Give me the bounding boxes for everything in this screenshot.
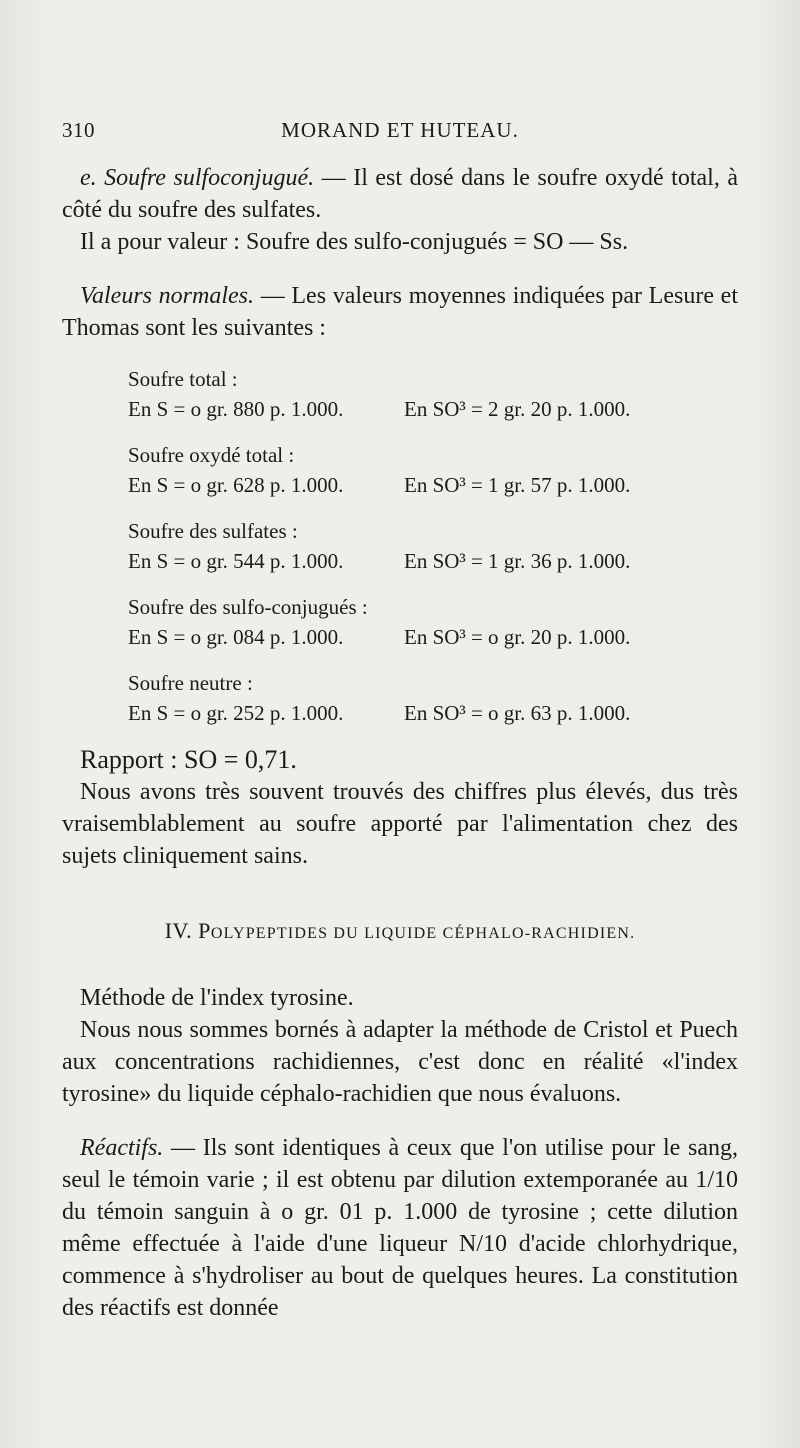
value-row xyxy=(128,698,738,728)
running-head: MORAND ET HUTEAU. xyxy=(281,118,519,142)
value-label: Soufre des sulfates : xyxy=(128,519,298,543)
value-row xyxy=(128,394,738,424)
value-entry xyxy=(128,592,738,652)
value-label: Soufre neutre : xyxy=(128,671,253,695)
value-so3: En SO³ = 1 gr. 57 p. 1.000. xyxy=(404,473,631,497)
section-initial: P xyxy=(198,918,211,943)
value-label: Soufre oxydé total : xyxy=(128,443,295,467)
value-s: En S = o gr. 084 p. 1.000. xyxy=(128,625,344,649)
paragraph-reactifs xyxy=(62,1132,738,1324)
value-s: En S = o gr. 252 p. 1.000. xyxy=(128,701,344,725)
value-s: En S = o gr. 880 p. 1.000. xyxy=(128,397,344,421)
page-header xyxy=(62,118,738,152)
page-body xyxy=(62,162,738,1324)
value-so3: En SO³ = 2 gr. 20 p. 1.000. xyxy=(404,397,631,421)
paragraph-methode: Nous nous sommes bornés à adapter la méthode de Cristol et Puech aux concentrations rachidiennes, c'est donc en réalité «l'index tyrosine» du liquide céphalo-rachidien que nous évaluons. xyxy=(62,1017,738,1107)
value-row xyxy=(128,546,738,576)
paragraph-text: — Les valeurs moyennes indiquées par Lesure et Thomas sont les suivantes : xyxy=(62,283,738,341)
value-entry xyxy=(128,668,738,728)
methode-title: Méthode de l'index tyrosine. xyxy=(80,985,354,1011)
value-so3: En SO³ = 1 gr. 36 p. 1.000. xyxy=(404,549,631,573)
value-label: Soufre total : xyxy=(128,367,238,391)
value-s: En S = o gr. 628 p. 1.000. xyxy=(128,473,344,497)
value-entry xyxy=(128,364,738,424)
section-title: OLYPEPTIDES DU LIQUIDE CÉPHALO-RACHIDIEN. xyxy=(210,925,636,942)
value-entry xyxy=(128,440,738,500)
paragraph-lead: Réactifs. xyxy=(80,1135,164,1161)
value-so3: En SO³ = o gr. 20 p. 1.000. xyxy=(404,625,631,649)
rapport-line: Rapport : SO = 0,71. xyxy=(80,745,297,774)
paragraph-text: — Ils sont identiques à ceux que l'on utilise pour le sang, seul le témoin varie ; il est obtenu par dilution extemporanée au 1/10 du témoin sanguin à o gr. 01 p. 1.000 de tyrosine ; cette dilution même effectuée à l'aide d'une liqueur N/10 d'acide chlorhydrique, commence à s'hydroliser au bout de quelques heures. La constitution des réactifs est donnée xyxy=(62,1135,738,1321)
value-row xyxy=(128,622,738,652)
paragraph-valeurs-normales xyxy=(62,280,738,344)
section-numeral: IV. xyxy=(164,918,193,943)
value-s: En S = o gr. 544 p. 1.000. xyxy=(128,549,344,573)
paragraph-text: — Il est dosé dans le soufre oxydé total, à côté du soufre des sulfates. xyxy=(62,165,739,223)
value-entry xyxy=(128,516,738,576)
value-row xyxy=(128,470,738,500)
values-list xyxy=(62,364,738,728)
value-so3: En SO³ = o gr. 63 p. 1.000. xyxy=(404,701,631,725)
paragraph-soufre-sulfoconjugue xyxy=(62,162,738,226)
value-label: Soufre des sulfo-conjugués : xyxy=(128,595,368,619)
section-heading xyxy=(62,918,738,944)
paragraph-lead: Valeurs normales. xyxy=(80,283,255,309)
page-number: 310 xyxy=(62,118,95,142)
paragraph-valeur: Il a pour valeur : Soufre des sulfo-conjugués = SO — Ss. xyxy=(80,229,629,255)
paragraph-chiffres: Nous avons très souvent trouvés des chiffres plus élevés, dus très vraisemblablement au soufre apporté par l'alimentation chez des sujets cliniquement sains. xyxy=(62,779,738,869)
paragraph-lead: e. Soufre sulfoconjugué. xyxy=(80,165,315,191)
